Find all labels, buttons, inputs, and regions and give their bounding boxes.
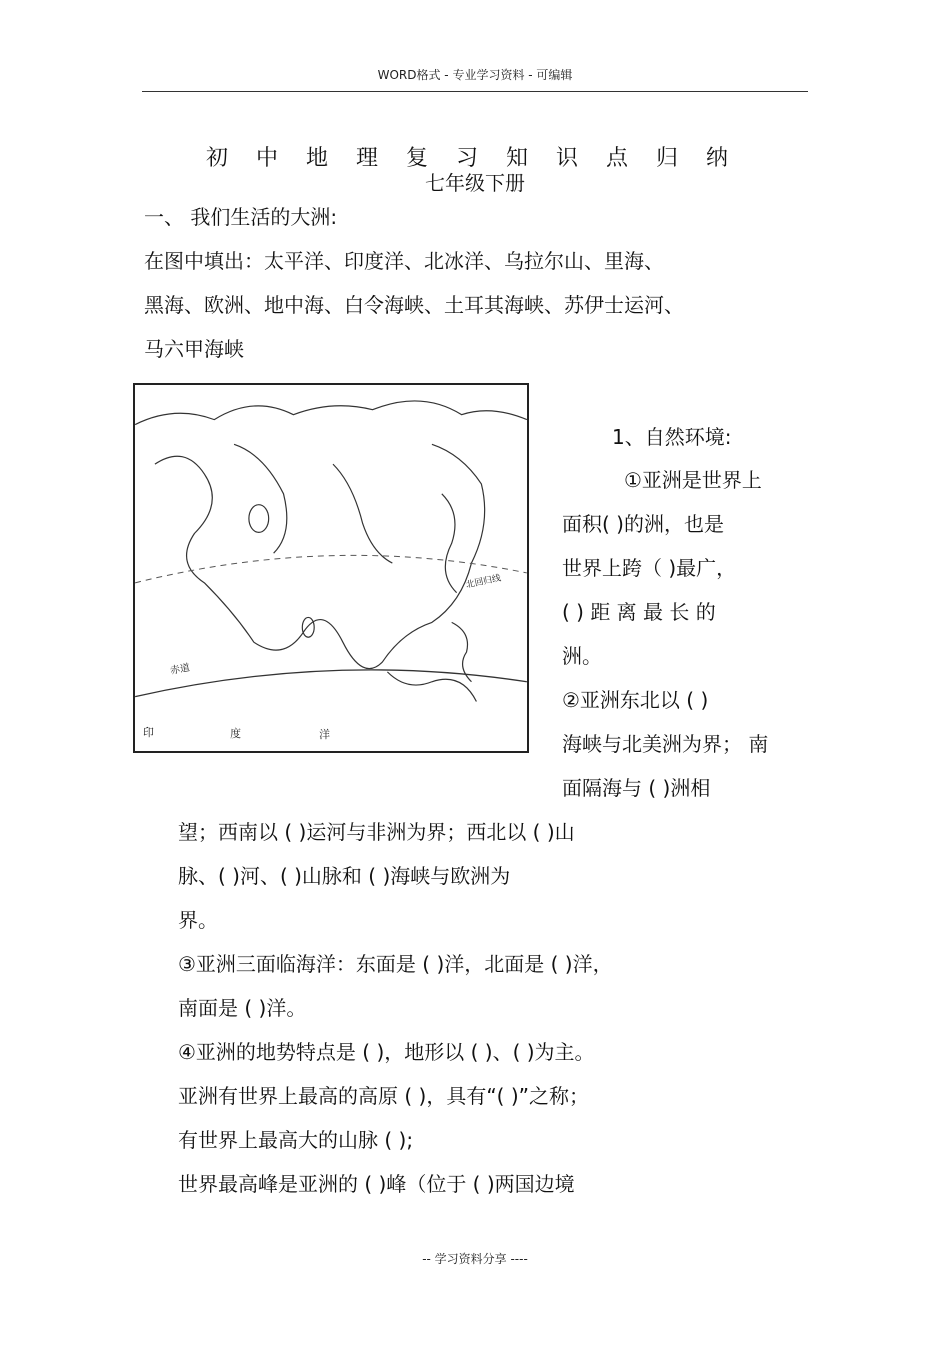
document-subtitle: 七年级下册 xyxy=(425,171,525,195)
text-line: 1、自然环境: xyxy=(612,425,732,449)
text-line: 界。 xyxy=(178,908,218,932)
instruction-line: 黑海、欧洲、地中海、白令海峡、土耳其海峡、苏伊士运河、 xyxy=(144,293,684,317)
text-line: 望；西南以 ( )运河与非洲为界；西北以 ( )山 xyxy=(178,820,575,844)
text-line: ④亚洲的地势特点是 ( )，地形以 ( )、( )为主。 xyxy=(178,1040,595,1064)
text-line: 有世界上最高大的山脉 ( ); xyxy=(178,1128,414,1152)
text-line: ①亚洲是世界上 xyxy=(624,468,762,492)
text-line: 面隔海与 ( )洲相 xyxy=(562,776,711,800)
asia-map xyxy=(133,383,529,753)
text-line: ( ) 距 离 最 长 的 xyxy=(562,600,716,624)
ocean-label-du: 度 xyxy=(230,727,241,741)
tropic-label: 北回归线 xyxy=(465,573,502,591)
header-divider xyxy=(142,91,808,92)
instruction-line: 马六甲海峡 xyxy=(144,337,244,361)
document-title: 初中地理复习知识点归纳 xyxy=(206,146,757,171)
page-footer: -- 学习资料分享 ---- xyxy=(422,1252,528,1266)
equator-label: 赤道 xyxy=(169,662,191,677)
text-line: 海峡与北美洲为界； 南 xyxy=(562,732,769,756)
ocean-label-yang: 洋 xyxy=(319,728,331,742)
text-line: 世界最高峰是亚洲的 ( )峰（位于 ( )两国边境 xyxy=(178,1172,575,1196)
text-line: ②亚洲东北以 ( ) xyxy=(562,688,709,712)
ocean-label-yin: 印 xyxy=(143,726,154,740)
section-heading: 一、 我们生活的大洲: xyxy=(144,205,338,229)
text-line: 世界上跨（ )最广， xyxy=(562,556,737,580)
text-line: 南面是 ( )洋。 xyxy=(178,996,307,1020)
text-line: 脉、( )河、( )山脉和 ( )海峡与欧洲为 xyxy=(178,864,511,888)
text-line: 面积( )的洲，也是 xyxy=(562,512,724,536)
page-header: WORD格式 - 专业学习资料 - 可编辑 xyxy=(377,68,573,82)
text-line: 洲。 xyxy=(562,644,602,668)
instruction-line: 在图中填出：太平洋、印度洋、北冰洋、乌拉尔山、里海、 xyxy=(144,249,664,273)
text-line: ③亚洲三面临海洋：东面是 ( )洋，北面是 ( )洋， xyxy=(178,952,613,976)
text-line: 亚洲有世界上最高的高原 ( )，具有“( )”之称； xyxy=(178,1084,590,1108)
